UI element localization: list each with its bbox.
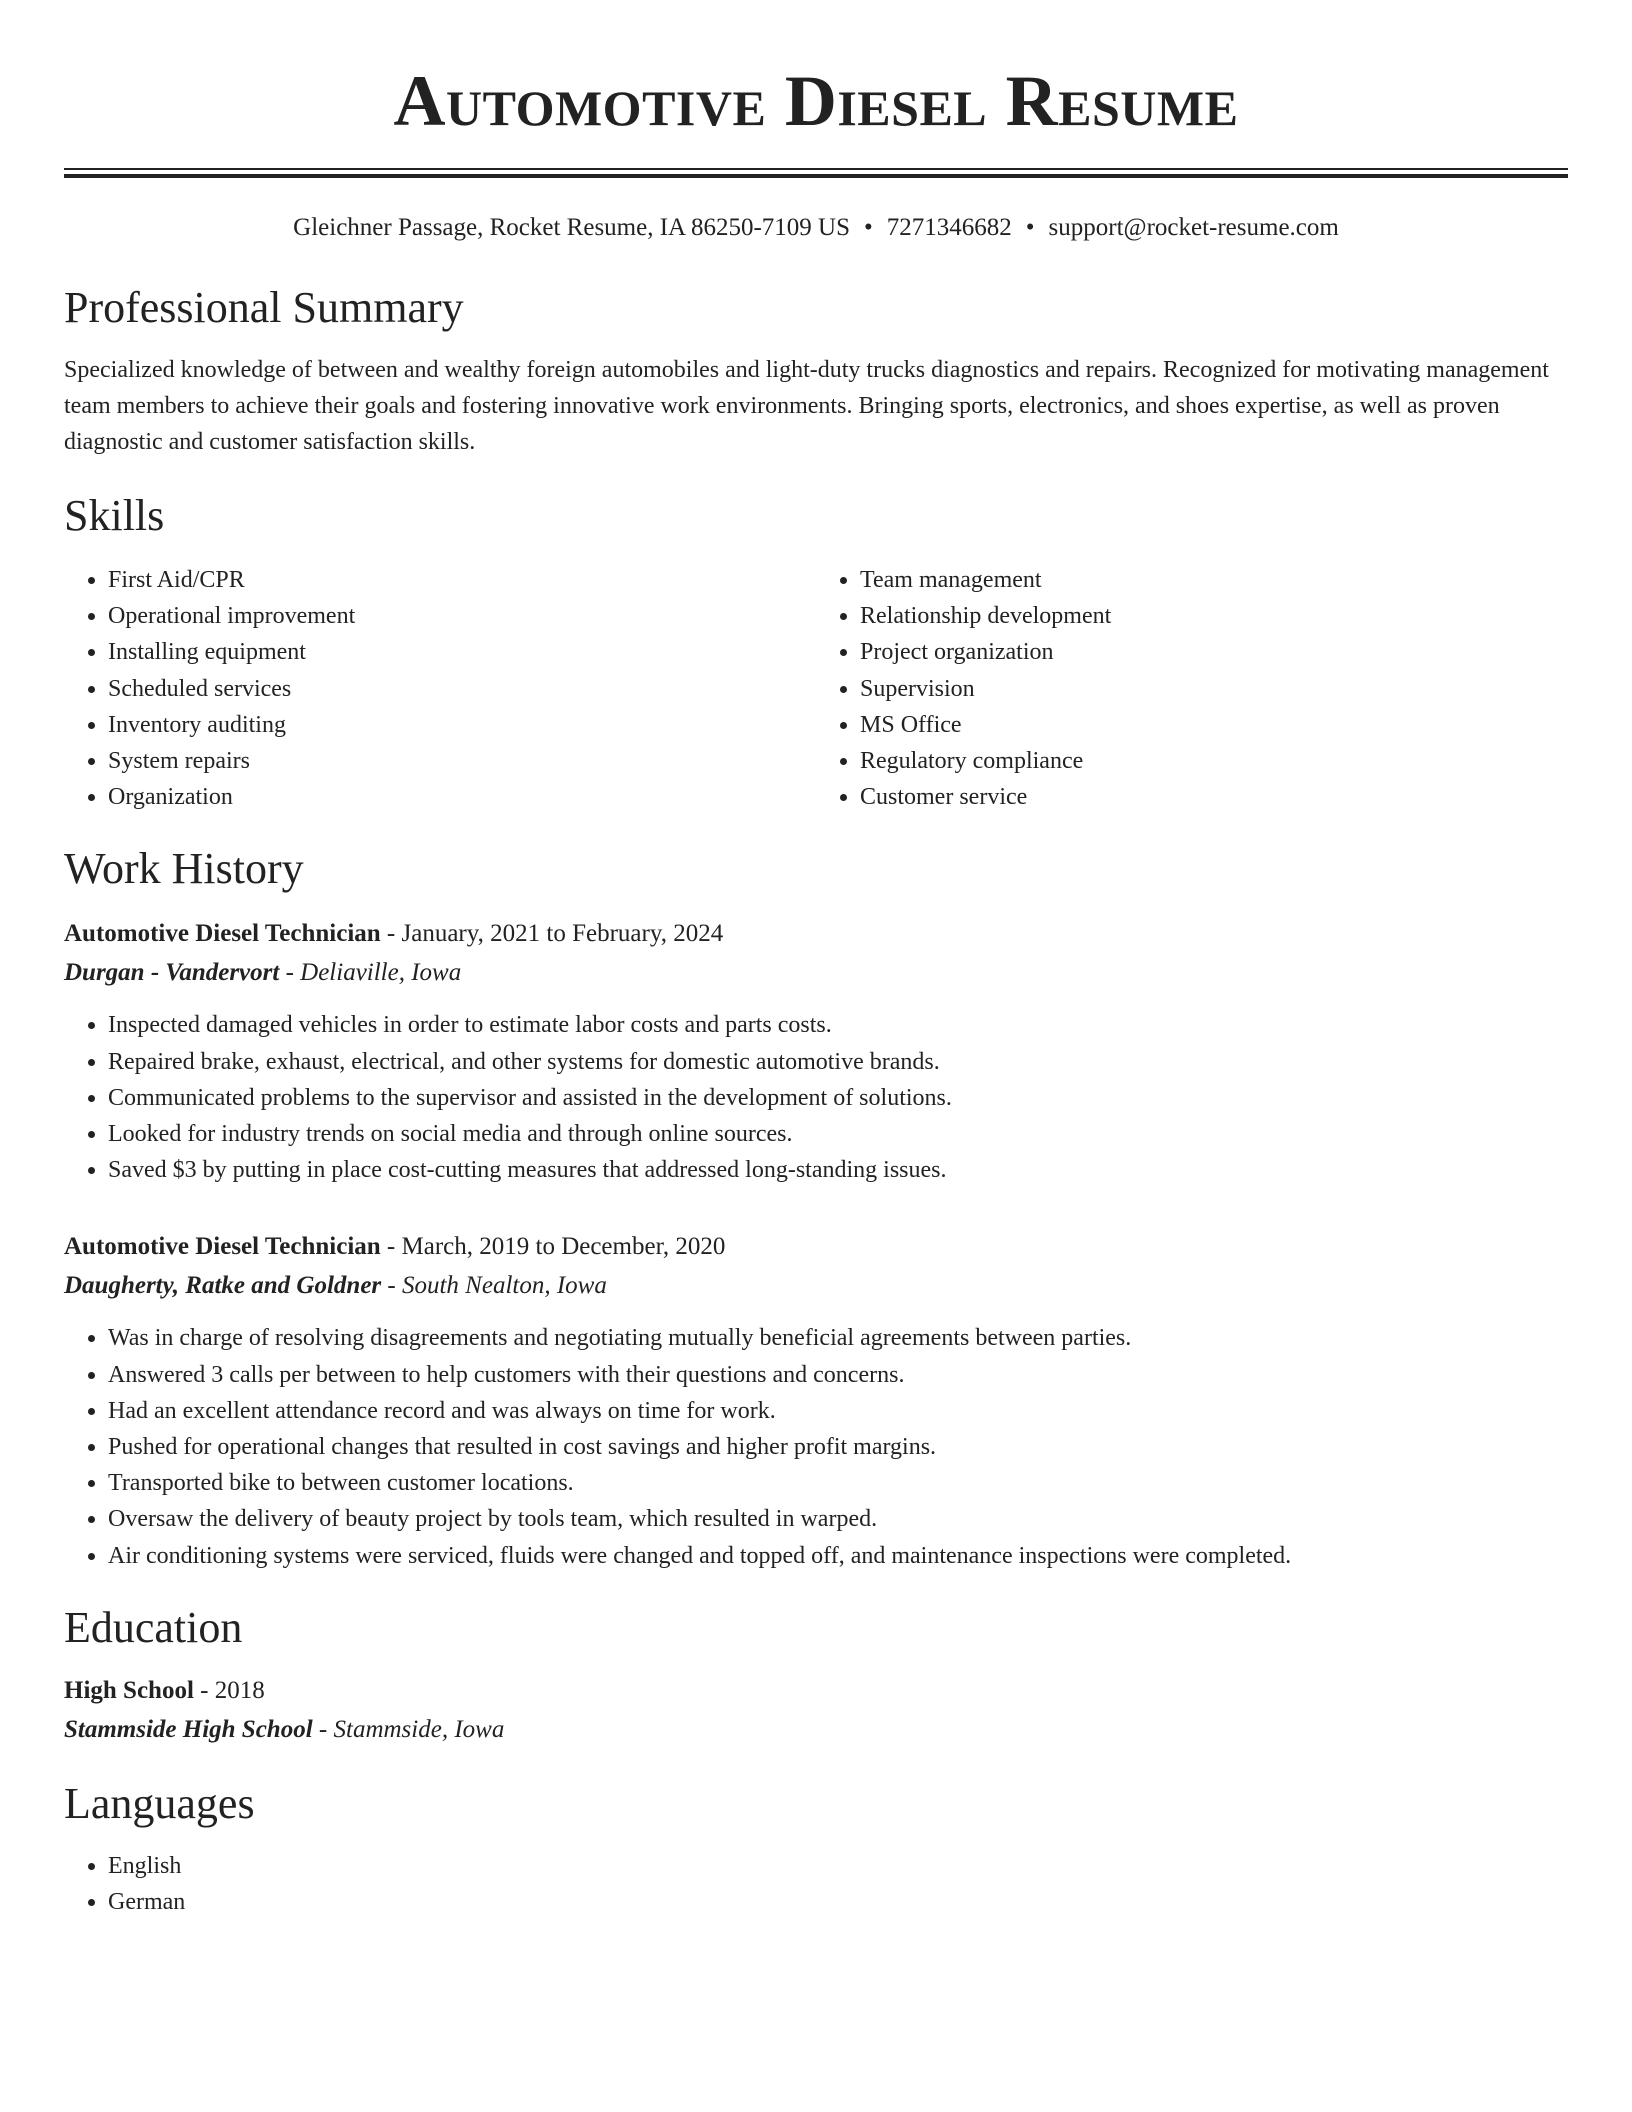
job-employer <box>64 1266 1568 1306</box>
job-entry <box>64 915 1568 1188</box>
skill-item: • Regulatory compliance <box>860 743 1568 779</box>
job-bullet: • Looked for industry trends on social media and through online sources. <box>108 1116 1568 1152</box>
education-degree: High School <box>64 1676 194 1704</box>
skills-grid <box>64 562 1568 815</box>
job-header <box>64 915 1568 953</box>
skill-item: • Relationship development <box>860 598 1568 634</box>
languages-heading: Languages <box>64 1778 255 1828</box>
job-company: Durgan - Vandervort <box>64 959 280 987</box>
languages-section <box>64 1778 1568 1920</box>
contact-address: Gleichner Passage, Rocket Resume, IA 86250-7109 US <box>293 214 851 241</box>
skills-heading: Skills <box>64 491 165 540</box>
job-bullet: • Pushed for operational changes that resulted in cost savings and higher profit margins. <box>108 1429 1568 1465</box>
job-bullet: • Was in charge of resolving disagreements and negotiating mutually beneficial agreements between parties. <box>108 1320 1568 1356</box>
skill-item: • Operational improvement <box>108 598 816 634</box>
skill-item: • Project organization <box>860 634 1568 670</box>
skill-item: • Customer service <box>860 779 1568 815</box>
job-company: Daugherty, Ratke and Goldner <box>64 1272 382 1300</box>
job-entry <box>64 1228 1568 1573</box>
job-header <box>64 1228 1568 1266</box>
skill-item: • Inventory auditing <box>108 707 816 743</box>
job-bullet: • Answered 3 calls per between to help customers with their questions and concerns. <box>108 1357 1568 1393</box>
job-bullet: • Air conditioning systems were serviced, fluids were changed and topped off, and maintenance inspections were completed. <box>108 1538 1568 1574</box>
contact-email: support@rocket-resume.com <box>1048 214 1339 241</box>
job-bullets <box>64 1007 1568 1188</box>
language-item: • German <box>108 1884 1568 1920</box>
job-location: - South Nealton, Iowa <box>381 1272 607 1300</box>
skill-item: • MS Office <box>860 707 1568 743</box>
job-location: - Deliaville, Iowa <box>279 959 462 987</box>
education-year: - 2018 <box>193 1676 265 1704</box>
contact-line <box>64 212 1568 244</box>
job-title: Automotive Diesel Technician <box>64 920 381 948</box>
skill-item: • Organization <box>108 779 816 815</box>
job-dates: - January, 2021 to February, 2024 <box>380 920 724 948</box>
job-bullet: • Oversaw the delivery of beauty project by tools team, which resulted in warped. <box>108 1501 1568 1537</box>
education-school-line <box>64 1710 1568 1750</box>
skill-item: • Installing equipment <box>108 634 816 670</box>
resume-title: Automotive Diesel Resume <box>393 61 1239 141</box>
title-divider <box>64 168 1568 178</box>
summary-text: Specialized knowledge of between and wealthy foreign automobiles and light-duty trucks diagnostics and repairs. Recognized for motivating management team members to achieve their goals and fostering innovative work environments. Bringing sports, electronics, and shoes expertise, as well as proven diagnostic and customer satisfaction skills. <box>64 357 1549 455</box>
skill-item: • System repairs <box>108 743 816 779</box>
education-location: - Stammside, Iowa <box>312 1715 505 1743</box>
job-bullet: • Saved $3 by putting in place cost-cutting measures that addressed long-standing issues. <box>108 1152 1568 1188</box>
summary-section <box>64 282 1568 460</box>
work-history-heading: Work History <box>64 844 304 894</box>
skills-list-left <box>64 562 816 815</box>
contact-separator: • <box>864 214 873 241</box>
job-bullet: • Had an excellent attendance record and was always on time for work. <box>108 1393 1568 1429</box>
job-title: Automotive Diesel Technician <box>64 1233 381 1261</box>
contact-separator: • <box>1025 214 1035 241</box>
job-bullet: • Inspected damaged vehicles in order to estimate labor costs and parts costs. <box>108 1007 1568 1043</box>
job-bullet: • Repaired brake, exhaust, electrical, and other systems for domestic automotive brands. <box>108 1044 1568 1080</box>
summary-heading: Professional Summary <box>64 283 464 332</box>
skill-item: • Supervision <box>860 671 1568 707</box>
skill-item: • First Aid/CPR <box>108 562 816 598</box>
work-history-section <box>64 843 1568 1573</box>
education-section <box>64 1602 1568 1750</box>
language-item: • English <box>108 1848 1568 1884</box>
job-employer <box>64 953 1568 993</box>
job-bullet: • Communicated problems to the supervisor and assisted in the development of solutions. <box>108 1080 1568 1116</box>
education-entry <box>64 1672 1568 1750</box>
education-heading: Education <box>64 1602 243 1652</box>
contact-phone: 7271346682 <box>886 214 1012 241</box>
skills-list-right <box>816 562 1568 815</box>
education-header <box>64 1672 1568 1710</box>
job-bullet: • Transported bike to between customer locations. <box>108 1465 1568 1501</box>
skill-item: • Scheduled services <box>108 671 816 707</box>
languages-list <box>64 1848 1568 1920</box>
skills-section <box>64 490 1568 815</box>
skill-item: • Team management <box>860 562 1568 598</box>
job-dates: - March, 2019 to December, 2020 <box>380 1233 726 1261</box>
education-school: Stammside High School <box>64 1715 313 1743</box>
job-bullets <box>64 1320 1568 1573</box>
